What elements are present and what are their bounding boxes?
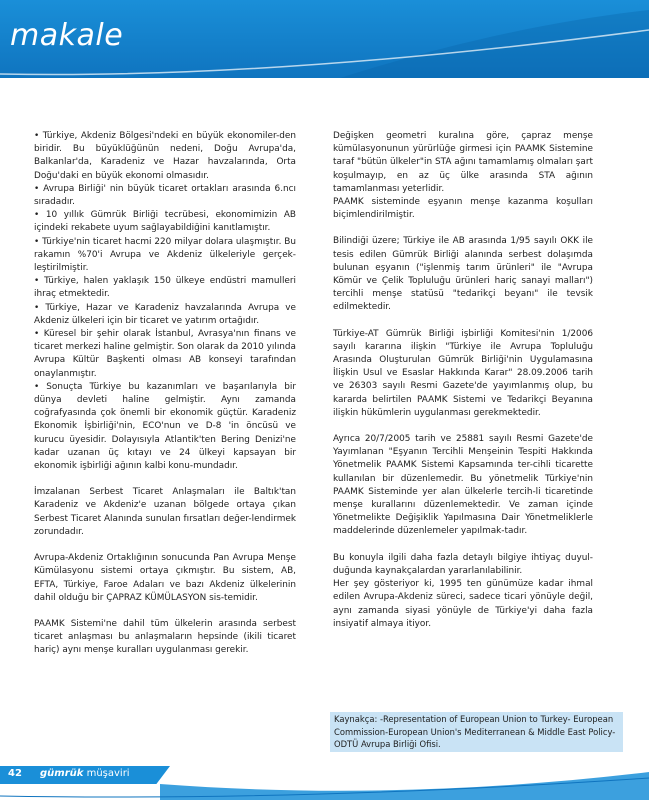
bullet-paragraph: • Avrupa Birliği' nin büyük ticaret ortakları arasında 6.ncı sıradadır. xyxy=(34,183,296,208)
body-paragraph: Avrupa-Akdeniz Ortaklığının sonucunda Pan Avrupa Menşe Kümülasyonu sistemi ortaya çıkmıştır. Bu sistem, AB, EFTA, Türkiye, Faroe Adaları ve bazı Akdeniz ülkelerinin dahil olduğu bir ÇAPRAZ KÜMÜLASYON sis-temidir. xyxy=(34,553,296,603)
section-title: makale xyxy=(10,18,124,53)
bullet-paragraph: • Sonuçta Türkiye bu kazanımları ve başarılarıyla bir dünya devleti haline gelmiştir. Aynı zamanda coğrafyasında çok önemli bir ekonomik güçtür. Karadeniz Ekonomik İşbirliği'nin, ECO'nun ve D-8 'in öncüsü ve kurucu üyesidir. Dolayısıyla Atlantik'ten Bering Denizi'ne kadar uzanan üç kıtayı ve 24 ülkeyi kapsayan bir ekonomik işbirliği ağının kalbi konu-mundadır. xyxy=(34,381,296,472)
bullet-paragraph: • Türkiye, Akdeniz Bölgesi'ndeki en büyük ekonomiler-den biridir. Bu büyüklüğünün nedeni, Doğu Avrupa'da, Balkanlar'da, Karadeniz ve Hazar havzalarında, Orta Doğu'daki en büyük ekonomi olmasıdır. xyxy=(34,131,296,181)
bullet-paragraph: • Türkiye'nin ticaret hacmi 220 milyar dolara ulaşmıştır. Bu rakamın %70'i Avrupa ve Akdeniz ülkeleriyle gerçek-leştirilmiştir. xyxy=(34,236,296,274)
body-paragraph: Ayrıca 20/7/2005 tarih ve 25881 sayılı Resmi Gazete'de Yayımlanan "Eşyanın Tercihli Menşeinin Tespiti Hakkında Yönetmelik PAAMK Sistemi Kapsamında ter-cihli ticarette kullanılan bir düzenlemedir. Bu yönetmelik Türkiye'nin PAAMK Sisteminde yer alan ülkelerle tercih-li ticaretinde menşe kurallarını düzenlemektedir. Ve zaman içinde Yönetmelikte Değişiklik Yapılmasına Dair Yönetmeliklerle maddelerinde düzenlemeler yapılmak-tadır. xyxy=(333,434,593,537)
bullet-paragraph: • Türkiye, halen yaklaşık 150 ülkeye endüstri mamulleri ihraç etmektedir. xyxy=(34,276,296,300)
body-paragraph: PAAMK sisteminde eşyanın menşe kazanma koşulları biçimlendirilmiştir. xyxy=(333,197,593,221)
body-paragraph: PAAMK Sistemi'ne dahil tüm ülkelerin arasında serbest ticaret anlaşması bu anlaşmaların hepsinde (ikili ticaret hariç) aynı menşe kuralları uygulanması gerekir. xyxy=(34,618,296,656)
footer xyxy=(0,766,649,800)
magazine-brand xyxy=(40,768,130,779)
bullet-paragraph: • 10 yıllık Gümrük Birliği tecrübesi, ekonomimizin AB içindeki rekabete uyum sağlayabildiğini kanıtlamıştır. xyxy=(34,210,296,234)
body-paragraph: Bu konuyla ilgili daha fazla detaylı bilgiye ihtiyaç duyul-duğunda kaynakçalardan yararlanılabilinir. xyxy=(333,552,593,576)
header-banner xyxy=(0,0,649,78)
brand-bold: gümrük xyxy=(40,768,84,779)
body-paragraph: Her şey gösteriyor ki, 1995 ten günümüze kadar ihmal edilen Avrupa-Akdeniz süreci, sadece ticari yönüyle değil, aynı zamanda siyasi yönüyle de Türkiye'yi daha fazla insiyatif almaya itiyor. xyxy=(333,579,593,629)
body-paragraph: Bilindiği üzere; Türkiye ile AB arasında 1/95 sayılı OKK ile tesis edilen Gümrük Birliği alanında serbest dolaşımda bulunan eşyanın ("işlenmiş tarım ürünleri" ile "Avrupa Kömür ve Çelik Topluluğu ürünleri hariç sanayi malları") tercihli menşe statüsü "tedarikçi beyanı" ile tevsik edilmektedir. xyxy=(333,236,593,313)
body-paragraph: Değişken geometri kuralına göre, çapraz menşe kümülasyonunun yürürlüğe girmesi için PAAMK Sistemine taraf "bütün ülkeler"in STA ağını tamamlamış olmaları şart koşulmayıp, en az üç ülke arasında STA ağının tamamlanması yeterlidir. xyxy=(333,131,593,194)
source-citation: Kaynakça: -Representation of European Union to Turkey- European Commission-European Union's Mediterranean & Middle East Policy-ODTÜ Avrupa Birliği Ofisi. xyxy=(330,712,623,752)
body-paragraph: İmzalanan Serbest Ticaret Anlaşmaları ile Baltık'tan Karadeniz ve Akdeniz'e uzanan bölgede ortaya çıkan Serbest Ticaret Alanında sunulan fırsatları değer-lendirmek zorundadır. xyxy=(34,487,296,537)
left-column xyxy=(34,130,296,671)
page-number: 42 xyxy=(8,768,22,779)
bullet-paragraph: • Küresel bir şehir olarak İstanbul, Avrasya'nın finans ve ticaret merkezi haline gelmiştir. Son olarak da 2010 yılında Avrupa Kültür Başkenti olması AB konseyi tarafından onaylanmıştır. xyxy=(34,329,296,379)
body-paragraph: Türkiye-AT Gümrük Birliği işbirliği Komitesi'nin 1/2006 sayılı kararına ilişkin "Türkiye ile Avrupa Topluluğu Arasında Oluşturulan Gümrük Birliği'nin Uygulamasına İlişkin Usul ve Esaslar Hakkında Karar" 28.09.2006 tarih ve 26303 sayılı Resmi Gazete'de yayımlanmış olup, bu kararda belirtilen PAAMK Sistemi ve Tedarikçi Beyanına ilişkin hükümlerin uygulanması gerekmektedir. xyxy=(333,328,593,418)
bullet-paragraph: • Türkiye, Hazar ve Karadeniz havzalarında Avrupa ve Akdeniz ülkeleri için bir ticaret ve yatırım ortağıdır. xyxy=(34,302,296,326)
right-column xyxy=(333,130,593,631)
brand-rest: müşaviri xyxy=(83,768,130,779)
